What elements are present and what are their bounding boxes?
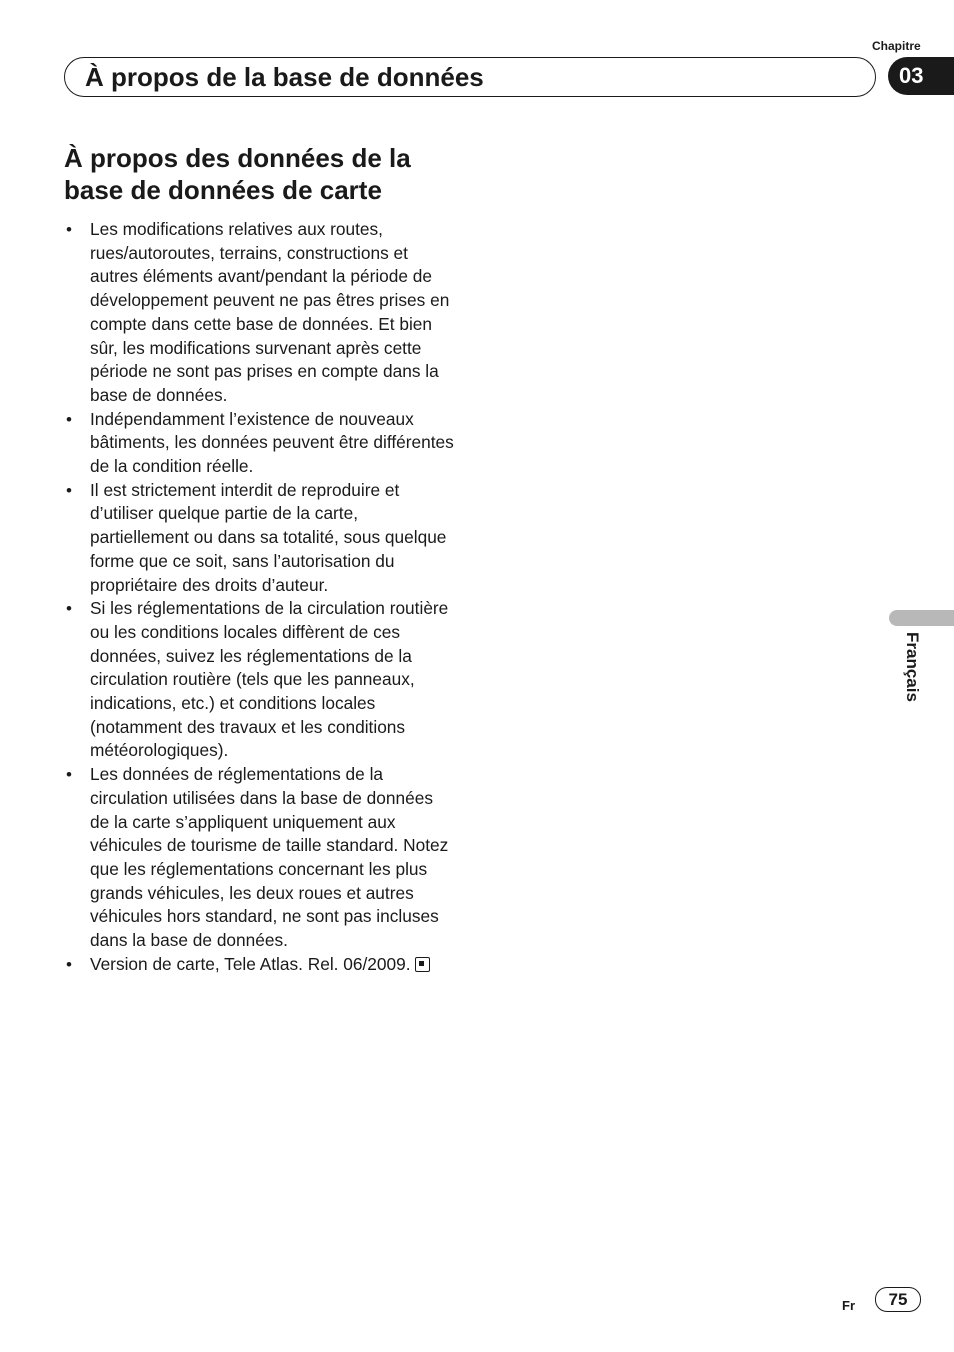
section-header <box>64 57 876 97</box>
footer-language-code: Fr <box>842 1298 855 1313</box>
list-item <box>64 953 456 977</box>
bullet-icon: • <box>66 954 72 974</box>
chapter-label: Chapitre <box>872 39 921 53</box>
page-number: 75 <box>875 1287 921 1312</box>
chapter-number-badge: 03 <box>888 57 954 95</box>
section-title: À propos de la base de données <box>85 61 484 92</box>
list-item <box>64 408 456 479</box>
bullet-icon: • <box>66 480 72 500</box>
list-item-text: Les données de réglementations de la circulation utilisées dans la base de données de la carte s’appliquent uniquement aux véhicules de tourisme de taille standard. Notez que les réglementations concernant les plus grands véhicules, les deux roues et autres véhicules hors standard, ne sont pas incluses dans la base de données. <box>90 764 449 951</box>
list-item <box>64 479 456 598</box>
list-item-text: Si les réglementations de la circulation routière ou les conditions locales diffèrent de ces données, suivez les réglementations de la circulation routière (tels que les panneaux, indications, etc.) et conditions locales (notamment des travaux et les conditions météorologiques). <box>90 598 449 761</box>
list-item-text: Les modifications relatives aux routes, rues/autoroutes, terrains, constructions et autres éléments avant/pendant la période de développement peuvent ne pas êtres prises en compte dans cette base de données. Et bien sûr, les modifications survenant après cette période ne sont pas prises en compte dans la base de données. <box>90 219 450 405</box>
bullet-icon: • <box>66 220 72 239</box>
bullet-icon: • <box>66 765 72 785</box>
list-item-text: Il est strictement interdit de reproduire et d’utiliser quelque partie de la carte, partiellement ou dans sa totalité, sous quelque forme que ce soit, sans l’autorisation du propriétaire des droits d’auteur. <box>90 479 447 595</box>
list-item <box>64 597 456 763</box>
bullet-icon: • <box>66 409 72 429</box>
bullet-icon: • <box>66 599 72 619</box>
page-heading: À propos des données de la base de données de carte <box>64 143 411 205</box>
main-content <box>64 142 456 977</box>
list-item <box>64 763 456 953</box>
list-item-text: Indépendamment l’existence de nouveaux bâtiments, les données peuvent être différentes de la condition réelle. <box>90 408 454 477</box>
list-item <box>64 218 456 408</box>
language-label: Français <box>903 632 922 702</box>
list-item-text: Version de carte, Tele Atlas. Rel. 06/2009. <box>90 953 411 974</box>
language-tab-marker <box>889 610 954 626</box>
bullet-list <box>64 218 456 977</box>
end-of-section-icon <box>415 957 430 972</box>
